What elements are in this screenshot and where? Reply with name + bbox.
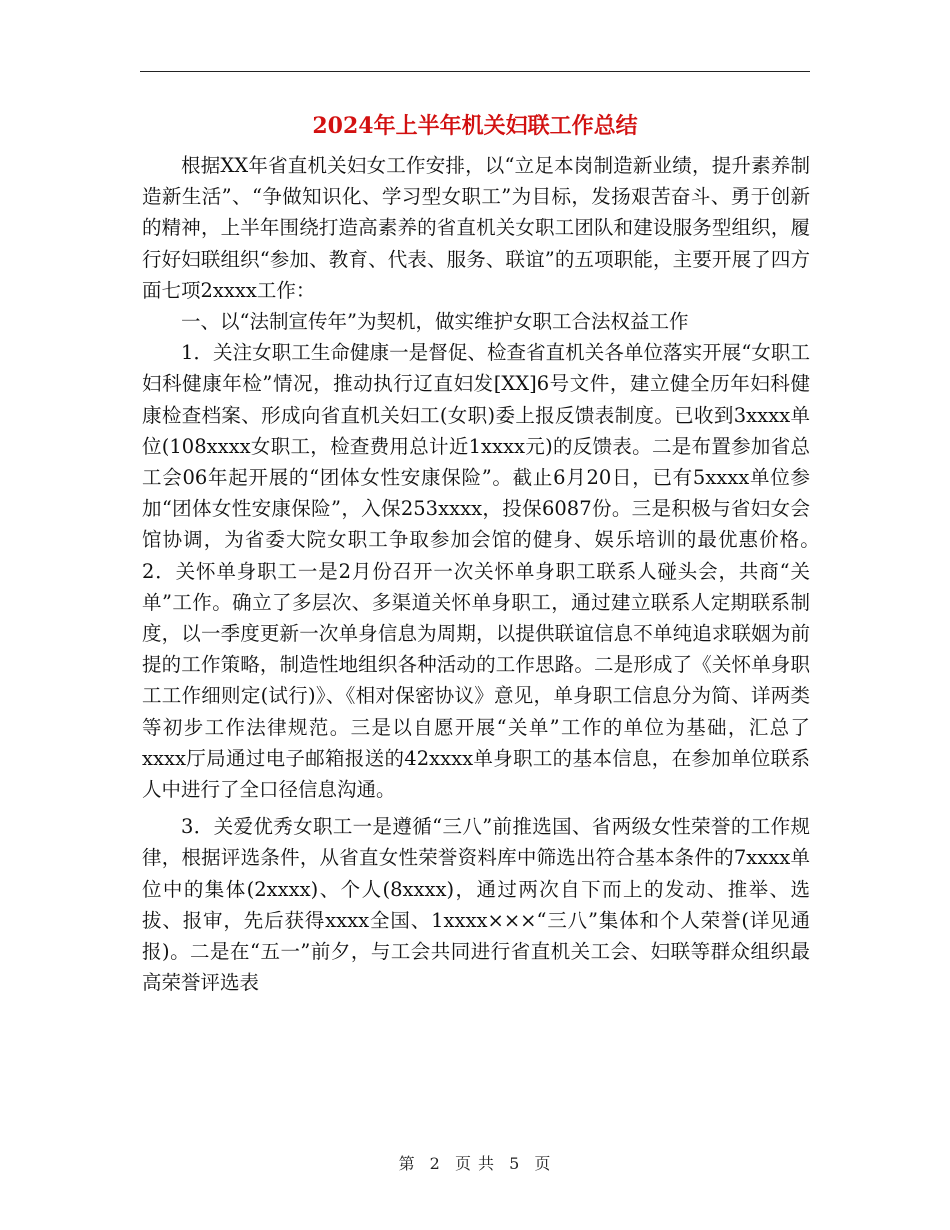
document-body — [142, 150, 889, 998]
footer-middle: 页 共 — [454, 1154, 496, 1173]
footer-prefix: 第 — [398, 1154, 416, 1173]
footer-total-pages: 5 — [509, 1154, 521, 1173]
page-footer — [0, 1152, 950, 1176]
footer-suffix: 页 — [534, 1154, 552, 1173]
document-title: 2024年上半年机关妇联工作总结 — [312, 113, 638, 139]
paragraph-section-heading: 一、以“法制宣传年”为契机，做实维护女职工合法权益工作 — [181, 310, 689, 334]
paragraph-item-1-2: 1．关注女职工生命健康一是督促、检查省直机关各单位落实开展“女职工妇科健康年检”情况，推动执行辽直妇发[XX]6号文件，建立健全历年妇科健康检查档案、形成向省直机关妇工(女职)委上报反馈表制度。已收到3xxxx单位(108xxxx女职工，检查费用总计近1xxxx元)的反馈表。二是布置参加省总工会06年起开展的“团体女性安康保险”。截止6月20日，已有5xxxx单位参加“团体女性安康保险”，入保253xxxx，投保6087份。三是积极与省妇女会馆协调，为省委大院女职工争取参加会馆的健身、娱乐培训的最优惠价格。 2．关怀单身职工一是2月份召开一次关怀单身职工联系人碰头会，共商“关单”工作。确立了多层次、多渠道关怀单身职工，通过建立联系人定期联系制度，以一季度更新一次单身信息为周期，以提供联谊信息不单纯追求联姻为前提的工作策略，制造性地组织各种活动的工作思路。二是形成了《关怀单身职工工作细则定(试行)》、《相对保密协议》意见，单身职工信息分为简、详两类等初步工作法律规范。三是以自愿开展“关单”工作的单位为基础，汇总了xxxx厅局通过电子邮箱报送的42xxxx单身职工的基本信息，在参加单位联系人中进行了全口径信息沟通。 — [142, 341, 889, 802]
footer-page-number: 2 — [429, 1154, 441, 1173]
paragraph-intro: 根据XX年省直机关妇女工作安排，以“立足本岗制造新业绩，提升素养制造新生活”、“争做知识化、学习型女职工”为目标，发扬艰苦奋斗、勇于创新的精神，上半年围绕打造高素养的省直机关女职工团队和建设服务型组织，履行好妇联组织“参加、教育、代表、服务、联谊”的五项职能，主要开展了四方面七项2xxxx工作： — [142, 154, 810, 302]
header-rule — [140, 71, 810, 72]
paragraph-item-3: 3．关爱优秀女职工一是遵循“三八”前推选国、省两级女性荣誉的工作规律，根据评选条件，从省直女性荣誉资料库中筛选出符合基本条件的7xxxx单位中的集体(2xxxx)、个人(8xxxx)，通过两次自下而上的发动、推举、选拔、报审，先后获得xxxx全国、1xxxx×××“三八”集体和个人荣誉(详见通报)。二是在“五一”前夕，与工会共同进行省直机关工会、妇联等群众组织最高荣誉评选表 — [142, 815, 810, 995]
